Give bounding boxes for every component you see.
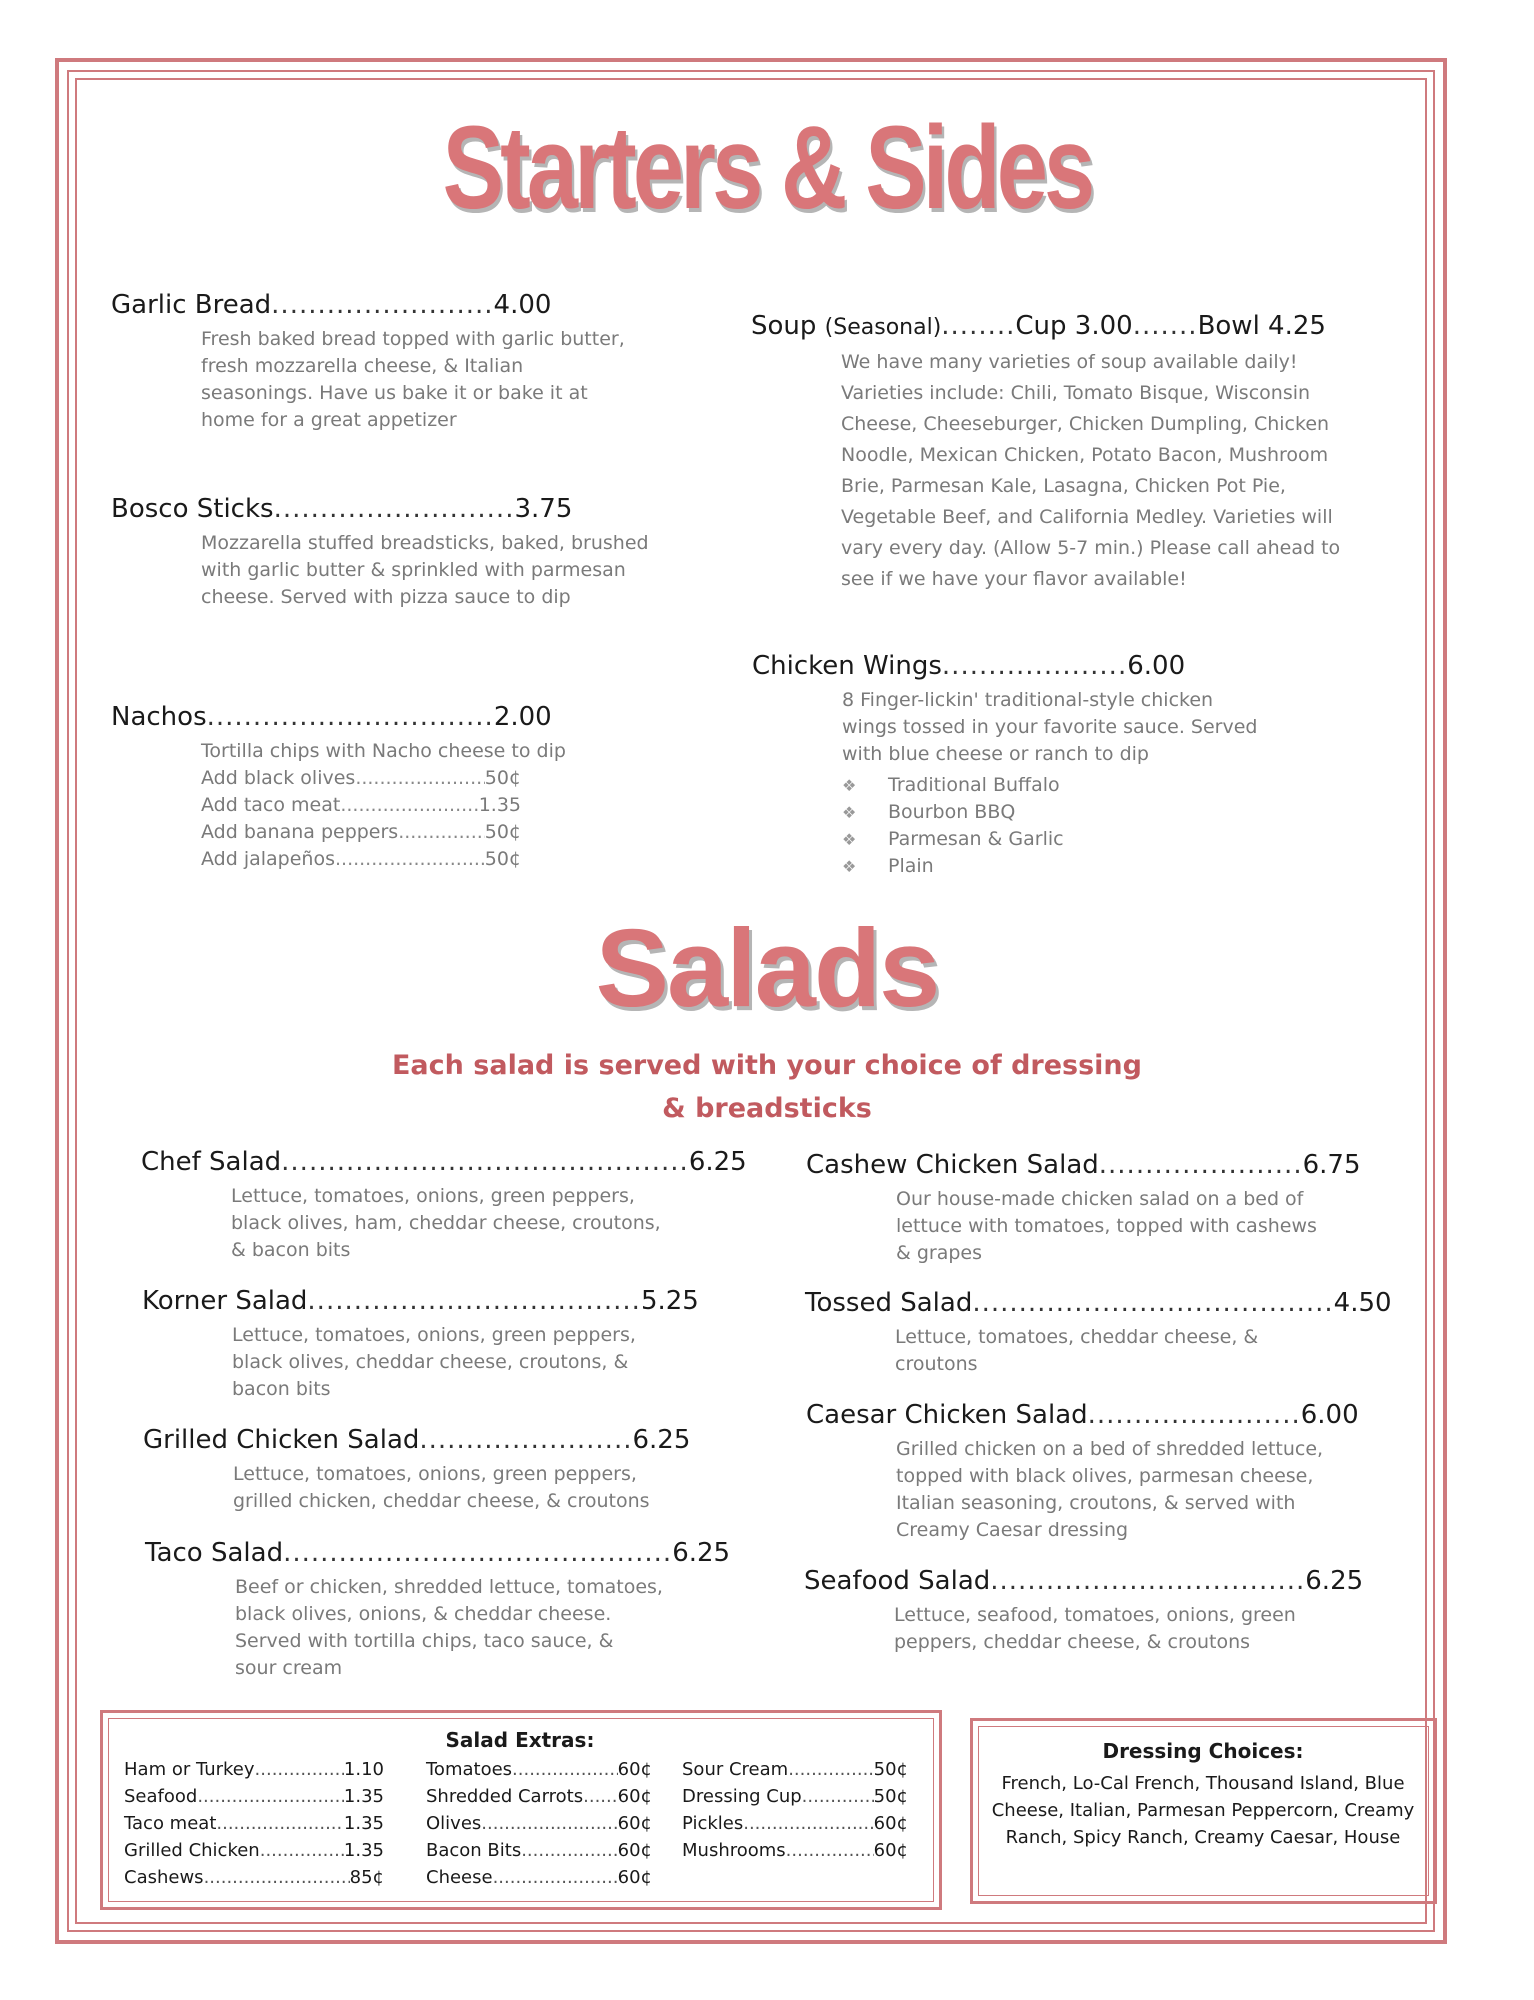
- list-item: ❖ Bourbon BBQ: [842, 799, 1257, 826]
- item-description: Lettuce, tomatoes, onions, green peppers, black olives, cheddar cheese, croutons, & bacon bits: [232, 1324, 636, 1400]
- item-price: 6.00: [1127, 651, 1186, 681]
- nachos-add-on: Add taco meat ..... 1.35: [201, 792, 521, 819]
- item-description: Lettuce, seafood, tomatoes, onions, green peppers, cheddar cheese, & croutons: [894, 1604, 1296, 1653]
- item-description: Fresh baked bread topped with garlic butter, fresh mozzarella cheese, & Italian seasonings. Have us bake it or bake it at home for a great appetizer: [201, 328, 625, 431]
- item-description: Tortilla chips with Nacho cheese to dip Add black olives ..... 50¢ Add taco meat ..... 1.35 Add banana peppers ..... 50¢ Add jalapeños ..... 50¢: [201, 738, 566, 873]
- salads-title: Salads: [595, 907, 939, 1030]
- item-price: 4.00: [493, 290, 552, 320]
- nachos-add-on: Add black olives ..... 50¢: [201, 765, 521, 792]
- list-item: Sour Cream ..... 50¢: [682, 1756, 908, 1783]
- item-price: 6.25: [672, 1538, 731, 1568]
- item-name: Cashew Chicken Salad: [806, 1150, 1099, 1180]
- item-name: Taco Salad: [145, 1538, 284, 1568]
- item-price: 6.25: [688, 1147, 747, 1177]
- list-item: ❖ Traditional Buffalo: [842, 772, 1257, 799]
- menu-item-nachos: Nachos...............................2.00 Tortilla chips with Nacho cheese to dip Add black olives ..... 50¢ Add taco meat ..... 1.35 Add banana peppers ..... 50¢ Add jalapeños ..... 50¢: [111, 702, 566, 873]
- item-price: 6.25: [1305, 1566, 1364, 1596]
- menu-item-cashew-chicken-salad: Cashew Chicken Salad......................6.75 Our house-made chicken salad on a bed of lettuce with tomatoes, topped with cashews & grapes: [806, 1150, 1360, 1267]
- bullet-icon: ❖: [842, 803, 857, 822]
- item-name: Tossed Salad: [805, 1288, 973, 1318]
- item-name: Nachos: [111, 702, 207, 732]
- item-price: 3.75: [514, 494, 573, 524]
- item-description: Mozzarella stuffed breadsticks, baked, brushed with garlic butter & sprinkled with parmesan cheese. Served with pizza sauce to dip: [201, 532, 649, 608]
- dressing-choices-list: French, Lo-Cal French, Thousand Island, Blue Cheese, Italian, Parmesan Peppercorn, Creamy Ranch, Spicy Ranch, Creamy Caesar, House: [991, 1773, 1415, 1848]
- list-item: Mushrooms ..... 60¢: [682, 1837, 908, 1864]
- menu-item-soup: Soup (Seasonal)........Cup 3.00.......Bowl 4.25 We have many varieties of soup available daily! Varieties include: Chili, Tomato Bisque, Wisconsin Cheese, Cheeseburger, Chicken Dumpling, Chicken Noodle, Mexican Chicken, Potato Bacon, Mushroom Brie, Parmesan Kale, Lasagna, Chicken Pot Pie, Vegetable Beef, and California Medley. Varieties will vary every day. (Allow 5-7 min.) Please call ahead to see if we have your flavor available!: [751, 311, 1340, 595]
- list-item: Grilled Chicken ..... 1.35: [124, 1837, 384, 1864]
- menu-item-korner-salad: Korner Salad....................................5.25 Lettuce, tomatoes, onions, green peppers, black olives, cheddar cheese, croutons, & bacon bits: [142, 1286, 699, 1403]
- wing-flavor-list: [842, 772, 1257, 880]
- item-name: Garlic Bread: [111, 290, 272, 320]
- menu-item-caesar-chicken-salad: Caesar Chicken Salad.......................6.00 Grilled chicken on a bed of shredded lettuce, topped with black olives, parmesan cheese, Italian seasoning, croutons, & served with Creamy Caesar dressing: [806, 1400, 1359, 1544]
- list-item: Cheese ..... 60¢: [426, 1864, 652, 1891]
- bowl-price: Bowl 4.25: [1197, 311, 1326, 341]
- salad-extras-column-1: [124, 1756, 384, 1891]
- item-name: Chef Salad: [141, 1147, 282, 1177]
- list-item: Cashews ..... 85¢: [124, 1864, 384, 1891]
- menu-item-chef-salad: Chef Salad............................................6.25 Lettuce, tomatoes, onions, green peppers, black olives, ham, cheddar cheese, croutons, & bacon bits: [141, 1147, 747, 1264]
- menu-item-taco-salad: Taco Salad..........................................6.25 Beef or chicken, shredded lettuce, tomatoes, black olives, onions, & cheddar cheese. Served with tortilla chips, taco sauce, & sour cream: [145, 1538, 730, 1682]
- item-name: Caesar Chicken Salad: [806, 1400, 1088, 1430]
- salad-extras-title: Salad Extras:: [445, 1728, 595, 1752]
- item-description: 8 Finger-lickin' traditional-style chicken wings tossed in your favorite sauce. Served with blue cheese or ranch to dip ❖ Traditional Buffalo ❖ Bourbon BBQ ❖ Parmesan & Garlic ❖ Plain: [842, 687, 1257, 880]
- list-item: Bacon Bits ..... 60¢: [426, 1837, 652, 1864]
- nachos-add-on: Add banana peppers ..... 50¢: [201, 819, 521, 846]
- list-item: Olives ..... 60¢: [426, 1810, 652, 1837]
- item-price: 6.25: [632, 1425, 691, 1455]
- item-price: 6.75: [1302, 1150, 1361, 1180]
- item-price: 6.00: [1300, 1400, 1359, 1430]
- item-description: Beef or chicken, shredded lettuce, tomatoes, black olives, onions, & cheddar cheese. Served with tortilla chips, taco sauce, & sour cream: [235, 1576, 663, 1679]
- list-item: Shredded Carrots ..... 60¢: [426, 1783, 652, 1810]
- list-item: Dressing Cup ..... 50¢: [682, 1783, 908, 1810]
- menu-item-garlic-bread: Garlic Bread........................4.00 Fresh baked bread topped with garlic butter, fresh mozzarella cheese, & Italian seasonings. Have us bake it or bake it at home for a great appetizer: [111, 290, 625, 434]
- bullet-icon: ❖: [842, 776, 857, 795]
- item-price: 4.50: [1333, 1288, 1392, 1318]
- menu-item-tossed-salad: Tossed Salad.......................................4.50 Lettuce, tomatoes, cheddar cheese, & croutons: [805, 1288, 1392, 1378]
- item-name: Grilled Chicken Salad: [143, 1425, 420, 1455]
- item-description: Lettuce, tomatoes, onions, green peppers, black olives, ham, cheddar cheese, croutons, & bacon bits: [231, 1185, 661, 1261]
- item-qualifier: (Seasonal): [824, 315, 942, 340]
- item-description: Lettuce, tomatoes, onions, green peppers, grilled chicken, cheddar cheese, & croutons: [233, 1463, 650, 1512]
- item-description: Our house-made chicken salad on a bed of lettuce with tomatoes, topped with cashews & grapes: [896, 1188, 1317, 1264]
- menu-item-chicken-wings: Chicken Wings....................6.00 8 Finger-lickin' traditional-style chicken wings tossed in your favorite sauce. Served with blue cheese or ranch to dip ❖ Traditional Buffalo ❖ Bourbon BBQ ❖ Parmesan & Garlic ❖ Plain: [752, 651, 1257, 880]
- list-item: Tomatoes ..... 60¢: [426, 1756, 652, 1783]
- list-item: Pickles ..... 60¢: [682, 1810, 908, 1837]
- item-price: 2.00: [493, 702, 552, 732]
- nachos-add-on: Add jalapeños ..... 50¢: [201, 846, 521, 873]
- list-item: Ham or Turkey ..... 1.10: [124, 1756, 384, 1783]
- list-item: Seafood ..... 1.35: [124, 1783, 384, 1810]
- starters-title: Starters & Sides: [442, 102, 1092, 234]
- bullet-icon: ❖: [842, 857, 857, 876]
- salad-extras-column-3: [682, 1756, 908, 1864]
- salad-extras-column-2: [426, 1756, 652, 1891]
- item-name: Bosco Sticks: [111, 494, 274, 524]
- bullet-icon: ❖: [842, 830, 857, 849]
- item-description: Lettuce, tomatoes, cheddar cheese, & croutons: [895, 1326, 1259, 1375]
- menu-item-bosco-sticks: Bosco Sticks..........................3.75 Mozzarella stuffed breadsticks, baked, brushed with garlic butter & sprinkled with parmesan cheese. Served with pizza sauce to dip: [111, 494, 649, 611]
- list-item: ❖ Plain: [842, 853, 1257, 880]
- list-item: ❖ Parmesan & Garlic: [842, 826, 1257, 853]
- item-price: 5.25: [640, 1286, 699, 1316]
- list-item: Taco meat ..... 1.35: [124, 1810, 384, 1837]
- salads-subtitle: Each salad is served with your choice of dressing & breadsticks: [391, 1050, 1142, 1124]
- menu-item-grilled-chicken-salad: Grilled Chicken Salad.......................6.25 Lettuce, tomatoes, onions, green peppers, grilled chicken, cheddar cheese, & croutons: [143, 1425, 690, 1515]
- item-name: Soup: [751, 311, 817, 341]
- item-description: We have many varieties of soup available daily! Varieties include: Chili, Tomato Bisque, Wisconsin Cheese, Cheeseburger, Chicken Dumpling, Chicken Noodle, Mexican Chicken, Potato Bacon, Mushroom Brie, Parmesan Kale, Lasagna, Chicken Pot Pie, Vegetable Beef, and California Medley. Varieties will vary every day. (Allow 5-7 min.) Please call ahead to see if we have your flavor available!: [841, 351, 1341, 590]
- dressing-choices-title: Dressing Choices:: [1102, 1739, 1304, 1763]
- cup-price: Cup 3.00: [1015, 311, 1133, 341]
- item-description: Grilled chicken on a bed of shredded lettuce, topped with black olives, parmesan cheese, Italian seasoning, croutons, & served with Creamy Caesar dressing: [896, 1438, 1324, 1541]
- menu-item-seafood-salad: Seafood Salad..................................6.25 Lettuce, seafood, tomatoes, onions, green peppers, cheddar cheese, & croutons: [804, 1566, 1363, 1656]
- item-name: Seafood Salad: [804, 1566, 991, 1596]
- item-name: Chicken Wings: [752, 651, 942, 681]
- item-name: Korner Salad: [142, 1286, 308, 1316]
